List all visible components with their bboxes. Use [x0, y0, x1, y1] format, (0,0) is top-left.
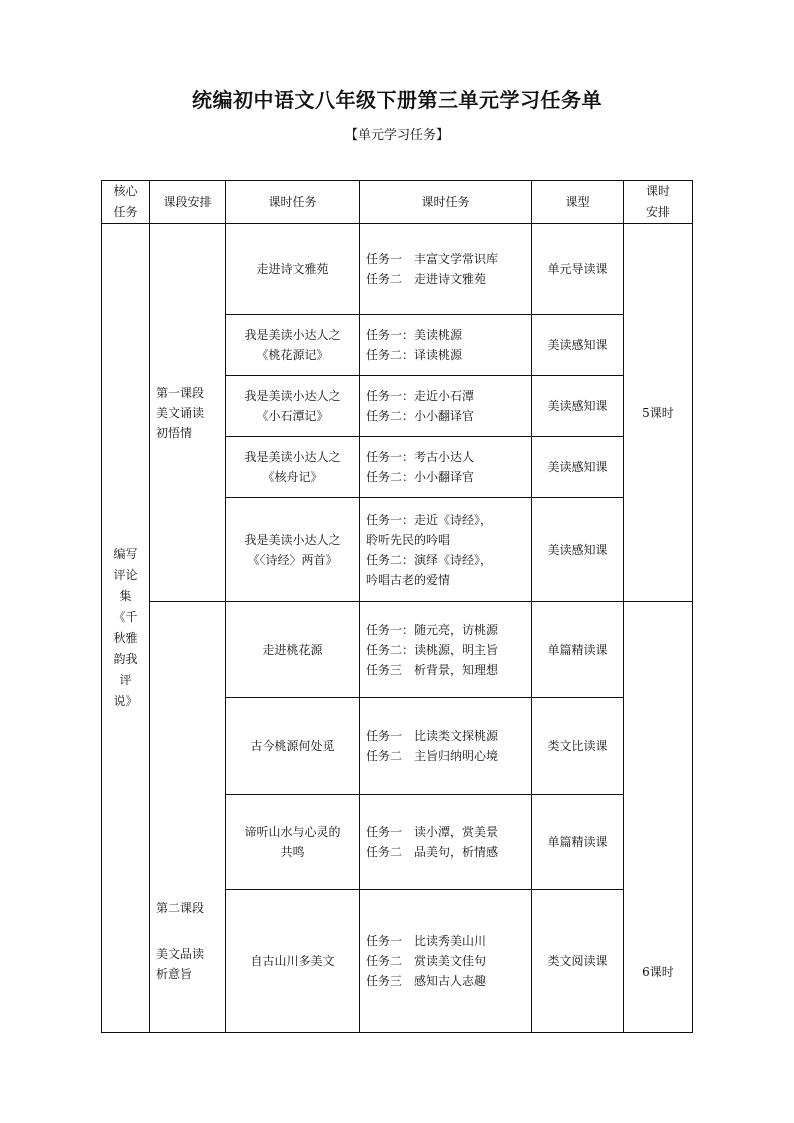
core-task-cell: 编写评论集《千秋雅韵我评说》	[102, 224, 150, 1033]
type-cell: 美读感知课	[532, 437, 624, 498]
lesson-cell: 古今桃源何处觅	[226, 698, 360, 795]
type-cell: 美读感知课	[532, 315, 624, 376]
task-cell: 任务一 读小潭，赏美景 任务二 品美句，析情感	[360, 795, 532, 890]
task-cell: 任务一：走近小石潭 任务二：小小翻译官	[360, 376, 532, 437]
unit-task-table	[101, 180, 693, 1033]
header-core-task: 核心任务	[102, 181, 150, 224]
header-task-detail: 课时任务	[360, 181, 532, 224]
table-row	[102, 602, 693, 698]
lesson-cell: 走进诗文雅苑	[226, 224, 360, 315]
header-stage: 课段安排	[150, 181, 226, 224]
type-cell: 类文比读课	[532, 698, 624, 795]
header-hours: 课时安排	[624, 181, 693, 224]
lesson-cell: 自古山川多美文	[226, 890, 360, 1033]
type-cell: 单篇精读课	[532, 602, 624, 698]
task-cell: 任务一：考古小达人 任务二：小小翻译官	[360, 437, 532, 498]
stage-cell-2: 第二课段 美文品读 析意旨	[150, 602, 226, 1033]
lesson-cell: 我是美读小达人之 《核舟记》	[226, 437, 360, 498]
table-row	[102, 224, 693, 315]
type-cell: 单元导读课	[532, 224, 624, 315]
lesson-cell: 我是美读小达人之 《小石潭记》	[226, 376, 360, 437]
lesson-cell: 我是美读小达人之 《桃花源记》	[226, 315, 360, 376]
task-cell: 任务一 比读类文探桃源 任务二 主旨归纳明心境	[360, 698, 532, 795]
page-title: 统编初中语文八年级下册第三单元学习任务单	[192, 88, 602, 112]
hours-cell-1: 5课时	[624, 224, 693, 602]
task-cell: 任务一：走近《诗经》， 聆听先民的吟唱 任务二：演绎《诗经》， 吟唱古老的爱情	[360, 498, 532, 602]
table-header-row	[102, 181, 693, 224]
section-subtitle: 【单元学习任务】	[344, 128, 449, 143]
lesson-cell: 谛听山水与心灵的 共鸣	[226, 795, 360, 890]
lesson-cell: 走进桃花源	[226, 602, 360, 698]
type-cell: 美读感知课	[532, 498, 624, 602]
task-cell: 任务一 比读秀美山川 任务二 赏读美文佳句 任务三 感知古人志趣	[360, 890, 532, 1033]
header-lesson-task: 课时任务	[226, 181, 360, 224]
task-cell: 任务一 丰富文学常识库 任务二 走进诗文雅苑	[360, 224, 532, 315]
task-cell: 任务一：美读桃源 任务二：译读桃源	[360, 315, 532, 376]
task-cell: 任务一：随元亮，访桃源 任务二：读桃源，明主旨 任务三 析背景，知理想	[360, 602, 532, 698]
hours-cell-2: 6课时	[624, 602, 693, 1033]
type-cell: 类文阅读课	[532, 890, 624, 1033]
header-lesson-type: 课型	[532, 181, 624, 224]
lesson-cell: 我是美读小达人之 《〈诗经〉两首》	[226, 498, 360, 602]
type-cell: 美读感知课	[532, 376, 624, 437]
stage-cell-1: 第一课段 美文诵读 初悟情	[150, 224, 226, 602]
type-cell: 单篇精读课	[532, 795, 624, 890]
